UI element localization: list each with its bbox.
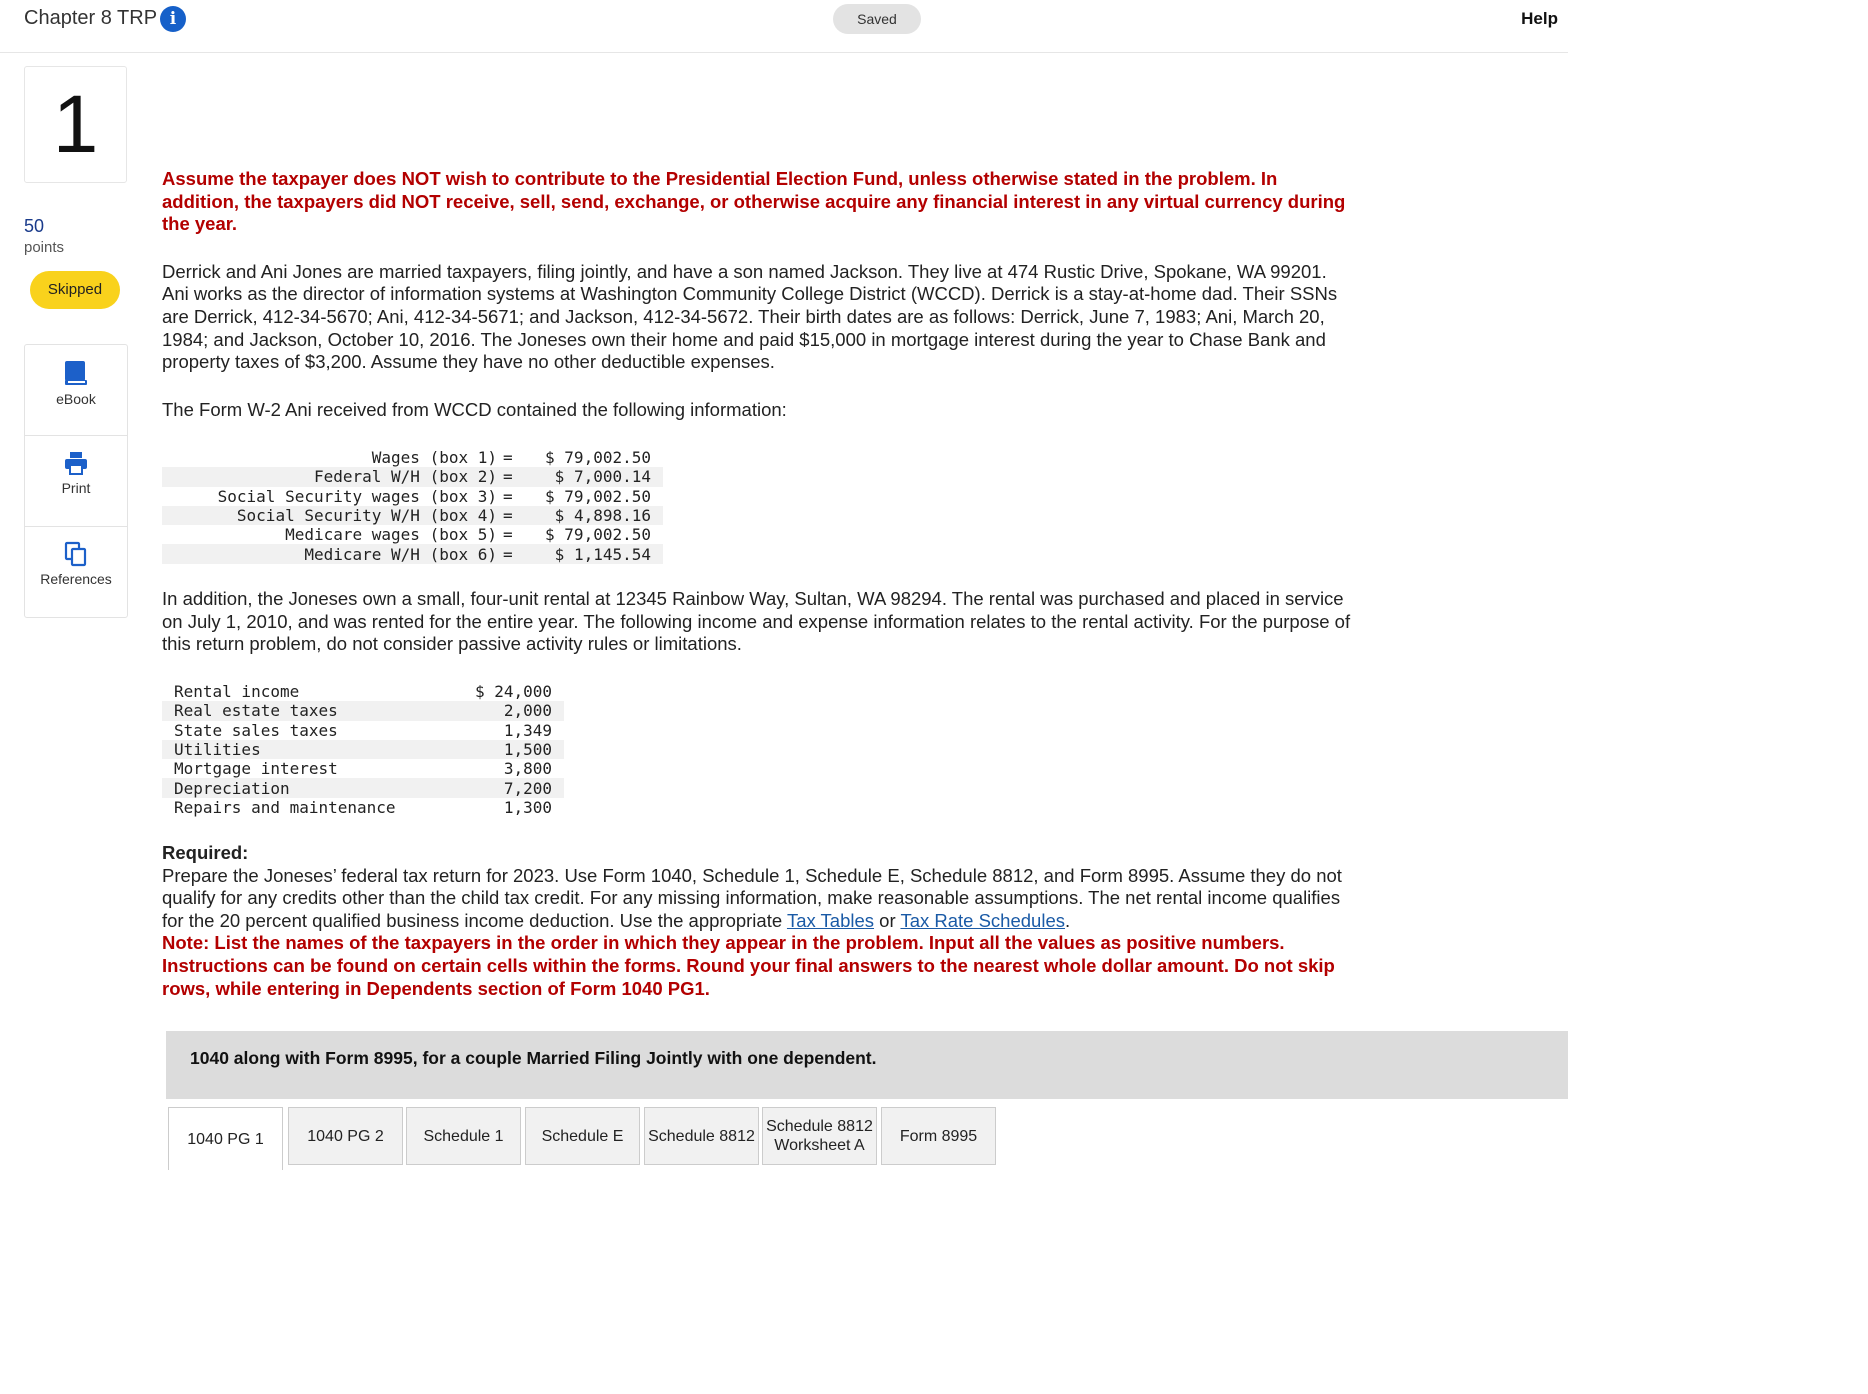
w2-table bbox=[162, 448, 663, 564]
tab-schedule-8812[interactable]: Schedule 8812 bbox=[644, 1107, 759, 1165]
table-row: Medicare W/H (box 6) = $ 1,145.54 bbox=[162, 544, 663, 563]
problem-content bbox=[162, 168, 1352, 421]
print-button[interactable] bbox=[25, 450, 127, 527]
tax-tables-link[interactable]: Tax Tables bbox=[786, 909, 875, 931]
form-banner bbox=[166, 1031, 1568, 1099]
table-row: Federal W/H (box 2) = $ 7,000.14 bbox=[162, 467, 663, 486]
rental-section bbox=[162, 588, 1352, 656]
tab-schedule-8812-worksheet-a[interactable]: Schedule 8812 Worksheet A bbox=[762, 1107, 877, 1165]
table-row: Social Security W/H (box 4) = $ 4,898.16 bbox=[162, 506, 663, 525]
tax-rate-schedules-link[interactable]: Tax Rate Schedules bbox=[900, 909, 1065, 931]
print-label: Print bbox=[61, 480, 91, 496]
book-icon bbox=[63, 359, 89, 387]
points-label: points bbox=[24, 239, 65, 256]
saved-status-badge: Saved bbox=[833, 4, 921, 34]
intro-paragraph: Derrick and Ani Jones are married taxpayers, filing jointly, and have a son named Jackson. They live at 474 Rustic Drive, Spokane, WA 99201. Ani works as the director of information systems at Washington Community College District (WCCD). Derrick is a stay-at-home dad. Their SSNs are Derrick, 412-34-5670; Ani, 412-34-5671; and Jackson, 412-34-5672. Their birth dates are as follows: Derrick, June 7, 1983; Ani, March 20, 1984; and Jackson, October 10, 2016. The Joneses own their home and paid $15,000 in mortgage interest during the year to Chase Bank and property taxes of $3,200. Assume they have no other deductible expenses. bbox=[162, 260, 1338, 373]
rental-table bbox=[162, 682, 564, 817]
info-icon[interactable]: i bbox=[160, 6, 186, 32]
banner-text: 1040 along with Form 8995, for a couple Married Filing Jointly with one dependent. bbox=[190, 1048, 877, 1068]
table-row: Repairs and maintenance 1,300 bbox=[174, 797, 552, 817]
table-row: State sales taxes 1,349 bbox=[174, 720, 552, 740]
table-row: Depreciation 7,200 bbox=[162, 778, 564, 797]
ebook-label: eBook bbox=[56, 391, 96, 407]
required-section bbox=[162, 842, 1352, 1000]
table-row: Medicare wages (box 5) = $ 79,002.50 bbox=[285, 525, 651, 545]
tab-schedule-1[interactable]: Schedule 1 bbox=[406, 1107, 521, 1165]
table-row: Utilities 1,500 bbox=[162, 740, 564, 759]
table-row: Rental income $ 24,000 bbox=[174, 682, 552, 702]
copy-icon bbox=[63, 541, 89, 567]
required-text: Prepare the Joneses’ federal tax return for 2023. Use Form 1040, Schedule 1, Schedule E, Schedule 8812, and Form 8995. Assume they do not qualify for any credits other than the child tax credit. For any missing information, make reasonable assumptions. The net rental income qualifies for the 20 percent qualified business income deduction. Use the appropriate Tax Tables or Tax Rate Schedules. bbox=[162, 864, 1342, 931]
w2-intro: The Form W-2 Ani received from WCCD contained the following information: bbox=[162, 398, 787, 420]
table-row: Real estate taxes 2,000 bbox=[162, 701, 564, 720]
assignment-title: Chapter 8 TRP bbox=[24, 7, 158, 29]
points-value: 50 bbox=[24, 216, 45, 236]
tab-form-8995[interactable]: Form 8995 bbox=[881, 1107, 996, 1165]
required-heading: Required: bbox=[162, 842, 249, 863]
table-row: Mortgage interest 3,800 bbox=[174, 759, 552, 779]
references-button[interactable] bbox=[25, 541, 127, 617]
printer-icon bbox=[63, 450, 89, 476]
note-text: Note: List the names of the taxpayers in the order in which they appear in the problem. Input all the values as positive numbers. Instructions can be found on certain cells within the forms. Round your final answers to the nearest whole dollar amount. Do not skip rows, while entering in Dependents section of Form 1040 PG1. bbox=[162, 932, 1335, 999]
tab-1040-pg2[interactable]: 1040 PG 2 bbox=[288, 1107, 403, 1165]
help-link[interactable]: Help bbox=[1521, 9, 1558, 28]
rental-intro: In addition, the Joneses own a small, four-unit rental at 12345 Rainbow Way, Sultan, WA 98294. The rental was purchased and placed in service on July 1, 2010, and was rented for the entire year. The following income and expense information relates to the rental activity. For the purpose of this return problem, do not consider passive activity rules or limitations. bbox=[162, 588, 1351, 655]
ebook-button[interactable] bbox=[25, 359, 127, 436]
skipped-status-badge: Skipped bbox=[30, 271, 120, 309]
tab-schedule-e[interactable]: Schedule E bbox=[525, 1107, 640, 1165]
top-bar bbox=[0, 0, 1568, 53]
references-label: References bbox=[40, 571, 112, 587]
tab-1040-pg1[interactable]: 1040 PG 1 bbox=[168, 1107, 283, 1170]
question-number: 1 bbox=[24, 66, 127, 183]
table-row: Wages (box 1) = $ 79,002.50 bbox=[371, 448, 651, 468]
table-row: Social Security wages (box 3) = $ 79,002.50 bbox=[217, 486, 651, 506]
notice-text: Assume the taxpayer does NOT wish to contribute to the Presidential Election Fund, unless otherwise stated in the problem. In addition, the taxpayers did NOT receive, sell, send, exchange, or otherwise acquire any financial interest in any virtual currency during the year. bbox=[162, 168, 1346, 235]
tools-panel bbox=[24, 344, 128, 618]
